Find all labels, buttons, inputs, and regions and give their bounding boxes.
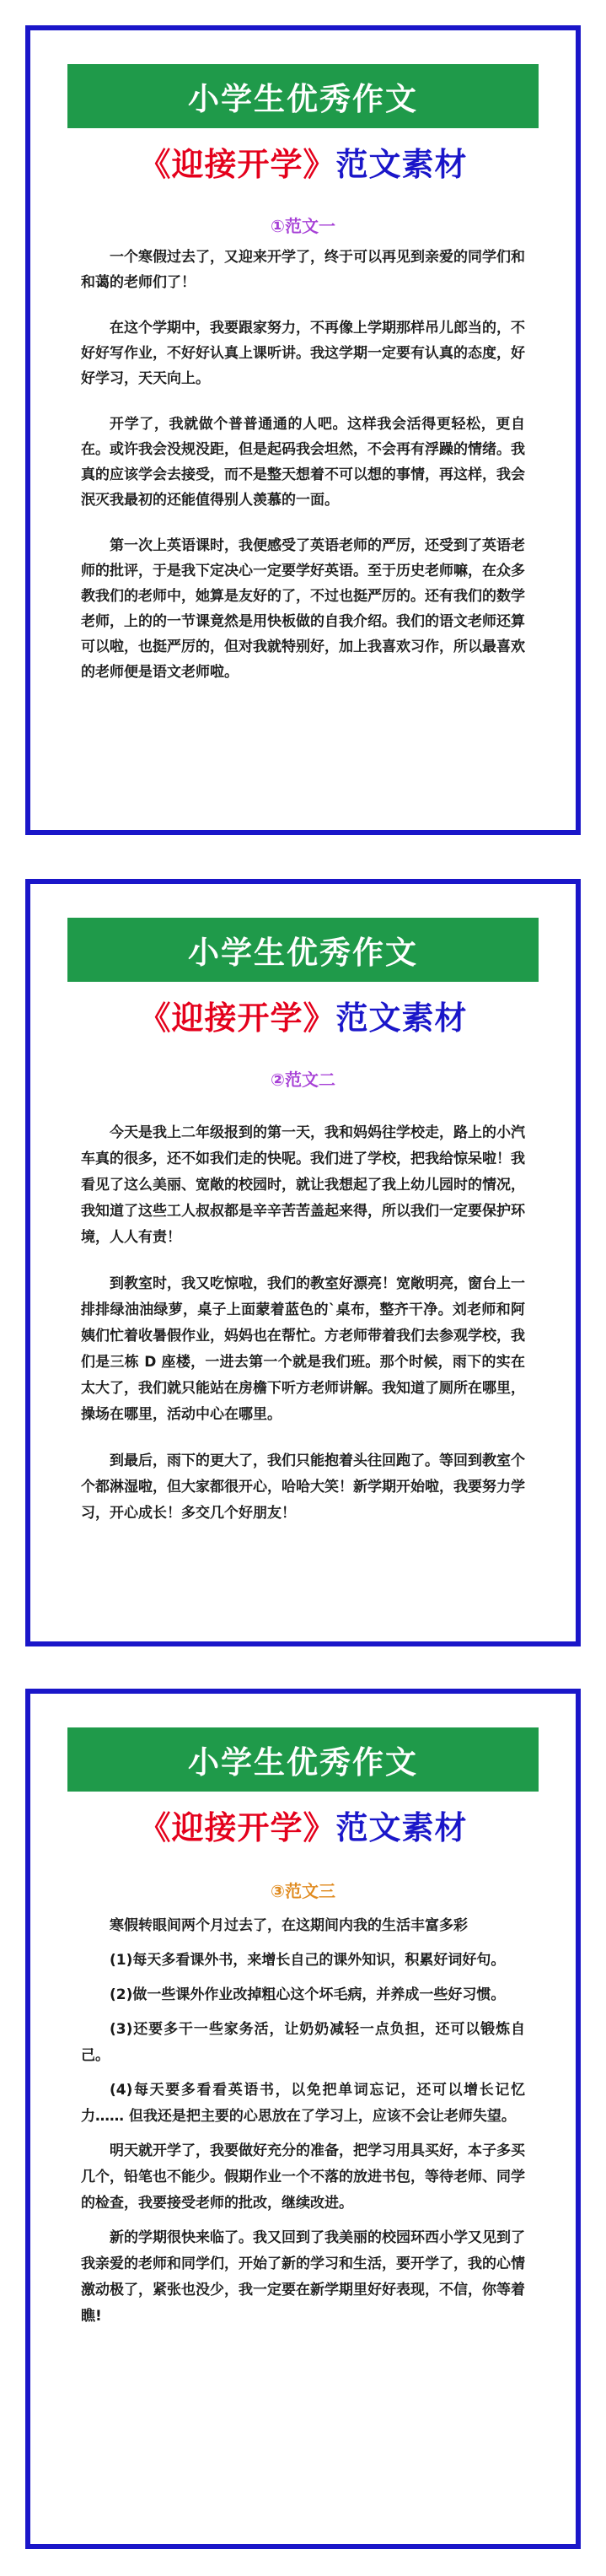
essay-card-2 — [25, 879, 581, 1646]
subtitle-quoted: 《迎接开学》 — [138, 146, 336, 183]
essay-body — [81, 1913, 525, 2330]
essay-paragraph: 在这个学期中，我要跟家努力，不再像上学期那样吊儿郎当的，不好好写作业，不好好认真上课听讲。我这学期一定要有认真的态度，好好学习，天天向上。 — [81, 320, 525, 387]
essay-paragraph: (1)每天多看课外书，来增长自己的课外知识，积累好词好句。 — [110, 1952, 506, 1969]
subtitle — [30, 992, 576, 1038]
essay-label: ②范文二 — [271, 1070, 335, 1090]
essay-paragraph: 开学了，我就做个普普通通的人吧。这样我会活得更轻松，更自在。或许我会没规没距，但是起码我会坦然，不会再有浮躁的情绪。我真的应该学会去接受，而不是整天想着不可以想的事情，再这样，我会泯灭我最初的还能值得别人羡慕的一面。 — [81, 416, 525, 509]
subtitle-rest: 范文素材 — [335, 1809, 468, 1846]
essay-paragraph: 寒假转眼间两个月过去了，在这期间内我的生活丰富多彩 — [110, 1917, 468, 1934]
banner-title: 小学生优秀作文 — [67, 918, 539, 982]
essay-paragraph: 明天就开学了，我要做好充分的准备，把学习用具买好，本子多买几个，铅笔也不能少。假期作业一个不落的放进书包，等待老师、同学的检查，我要接受老师的批改，继续改进。 — [81, 2142, 525, 2212]
subtitle-rest: 范文素材 — [335, 146, 468, 183]
essay-card-1 — [25, 25, 581, 835]
essay-card-3 — [25, 1689, 581, 2549]
essay-paragraph: (2)做一些课外作业改掉粗心这个坏毛病，并养成一些好习惯。 — [110, 1986, 506, 2003]
essay-paragraph: 到最后，雨下的更大了，我们只能抱着头往回跑了。等回到教室个个都淋湿啦，但大家都很开心，哈哈大笑！新学期开始啦，我要努力学习，开心成长！多交几个好朋友！ — [81, 1452, 525, 1522]
essay-paragraph: (3)还要多干一些家务活，让奶奶减轻一点负担，还可以锻炼自己。 — [81, 2021, 525, 2064]
essay-body — [81, 245, 525, 685]
essay-paragraph: 第一次上英语课时，我便感受了英语老师的严厉，还受到了英语老师的批评，于是我下定决心一定要学好英语。至于历史老师嘛，在众多教我们的老师中，她算是友好的了，不过也挺严厉的。还有我们的数学老师，上的的一节课竟然是用快板做的自我介绍。我们的语文老师还算可以啦，也挺严厉的，但对我就特别好，加上我喜欢习作，所以最喜欢的老师便是语文老师啦。 — [81, 537, 525, 681]
banner-title: 小学生优秀作文 — [67, 64, 539, 128]
subtitle — [30, 1802, 576, 1848]
essay-paragraph: (4)每天要多看看英语书，以免把单词忘记，还可以增长记忆力…… 但我还是把主要的心思放在了学习上，应该不会让老师失望。 — [81, 2082, 525, 2125]
essay-label: ③范文三 — [271, 1881, 335, 1901]
banner-title: 小学生优秀作文 — [67, 1727, 539, 1792]
essay-paragraph: 一个寒假过去了，又迎来开学了，终于可以再见到亲爱的同学们和和蔼的老师们了！ — [81, 249, 525, 291]
essay-paragraph: 今天是我上二年级报到的第一天，我和妈妈往学校走，路上的小汽车真的很多，还不如我们走的快呢。我们进了学校，把我给惊呆啦！我看见了这么美丽、宽敞的校园时，就让我想起了我上幼儿园时的情况，我知道了这些工人叔叔都是辛辛苦苦盖起来得，所以我们一定要保护环境，人人有责！ — [81, 1124, 525, 1246]
essay-body — [81, 1120, 525, 1527]
essay-label: ①范文一 — [271, 216, 335, 236]
essay-paragraph: 到教室时，我又吃惊啦，我们的教室好漂亮！宽敞明亮，窗台上一排排绿油油绿萝，桌子上面蒙着蓝色的`桌布，整齐干净。刘老师和阿姨们忙着收暑假作业，妈妈也在帮忙。方老师带着我们去参观学校，我们是三栋 D 座楼，一进去第一个就是我们班。那个时候，雨下的实在太大了，我们就只能站在房檐下听方老师讲解。我知道了厕所在哪里，操场在哪里，活动中心在哪里。 — [81, 1275, 525, 1423]
essay-paragraph: 新的学期很快来临了。我又回到了我美丽的校园环西小学又见到了我亲爱的老师和同学们，开始了新的学习和生活，要开学了，我的心情激动极了，紧张也没少，我一定要在新学期里好好表现，不信，你等着瞧! — [81, 2229, 525, 2325]
subtitle-quoted: 《迎接开学》 — [138, 1809, 336, 1846]
subtitle — [30, 138, 576, 185]
subtitle-quoted: 《迎接开学》 — [138, 1000, 336, 1037]
subtitle-rest: 范文素材 — [335, 1000, 468, 1037]
